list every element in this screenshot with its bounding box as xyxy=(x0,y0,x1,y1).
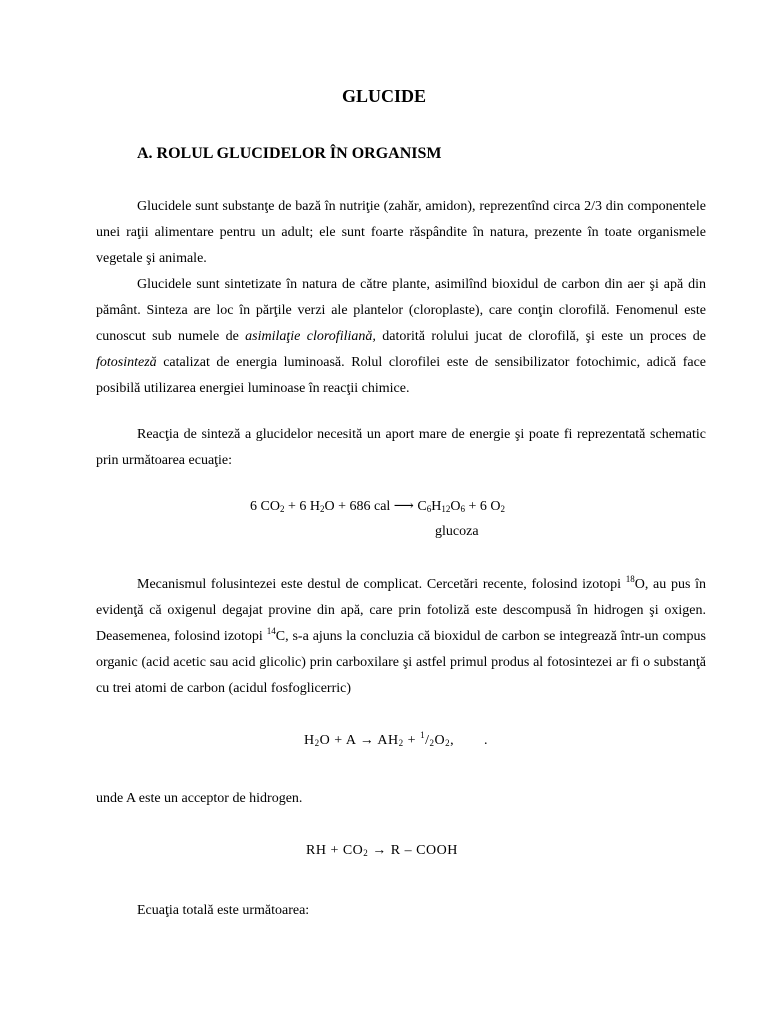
isotope-14: 14 xyxy=(266,626,276,636)
document-title: GLUCIDE xyxy=(341,86,426,106)
isotope-18: 18 xyxy=(625,574,635,584)
paragraph-2 xyxy=(96,272,706,402)
paragraph-4-text-b: O, au pus în evidenţă că oxigenul degajat provine din apă, care prin fotoliză este descompusă în hidrogen şi oxigen. Deasemenea, folosind izotopi xyxy=(96,577,706,644)
paragraph-2-emphasis-2: fotosinteză xyxy=(96,355,157,370)
paragraph-3 xyxy=(96,422,706,474)
paragraph-5-text: unde A este un acceptor de hidrogen. xyxy=(96,791,303,806)
paragraph-1-text: Glucidele sunt substanţe de bază în nutriţie (zahăr, amidon), reprezentînd circa 2/3 din componentele unei raţii alimentare pentru un adult; ele sunt foarte răspândite în natura, prezente în toate organismele vegetale şi animale. xyxy=(96,199,706,266)
photolysis-equation: $H_2O + A \to AH_2 + ^1/_2O_2$, xyxy=(304,730,455,748)
paragraph-2-emphasis-1: asimilaţie clorofiliană, xyxy=(245,329,376,344)
photosynthesis-equation: 6 $CO_2 + 6$ $H_2O + 686$ cal ⟶ $C_6H_{12}O_6 + 6$ $O_2$ xyxy=(250,499,505,514)
paragraph-3-text: Reacţia de sinteză a glucidelor necesită un aport mare de energie şi poate fi reprezentată schematic prin următoarea ecuaţie: xyxy=(96,427,706,468)
paragraph-2-text-a: Glucidele sunt sintetizate în natura de către plante, asimilînd bioxidul de carbon din aer şi apă din pământ. Sinteza are loc în părţile verzi ale plantelor (cloroplaste), care conţin clorofilă. Fenomenul este cunoscut sub numele de xyxy=(96,277,706,344)
paragraph-6-text: Ecuaţia totală este următoarea: xyxy=(137,903,310,918)
equation-dot: . xyxy=(484,733,488,748)
paragraph-4 xyxy=(96,572,706,702)
paragraph-2-text-b: datorită rolului jucat de clorofilă, şi este un proces de xyxy=(375,329,706,344)
paragraph-4-text-c: C, s-a ajuns la concluzia că bioxidul de carbon se integrează într-un compus organic (acid acetic sau acid glicolic) prin carboxilare şi astfel primul produs al fotosintezei ar fi o substanţă cu trei atomi de carbon (acidul fosfoglicerric) xyxy=(96,629,706,696)
paragraph-1 xyxy=(96,194,706,272)
paragraph-2-text-c: catalizat de energia luminoasă. Rolul clorofilei este de sensibilizator fotochimic, adică face posibilă utilizarea energiei luminoase în reacţii chimice. xyxy=(96,355,706,396)
section-heading: A. ROLUL GLUCIDELOR ÎN ORGANISM xyxy=(137,145,442,162)
paragraph-5 xyxy=(96,786,706,812)
carboxylation-equation: RH + $CO_2 \to R$ – COOH xyxy=(306,843,458,858)
paragraph-6 xyxy=(96,898,706,924)
glucose-label: glucoza xyxy=(435,524,479,539)
paragraph-4-text-a: Mecanismul folusintezei este destul de complicat. Cercetări recente, folosind izotopi xyxy=(137,577,626,592)
